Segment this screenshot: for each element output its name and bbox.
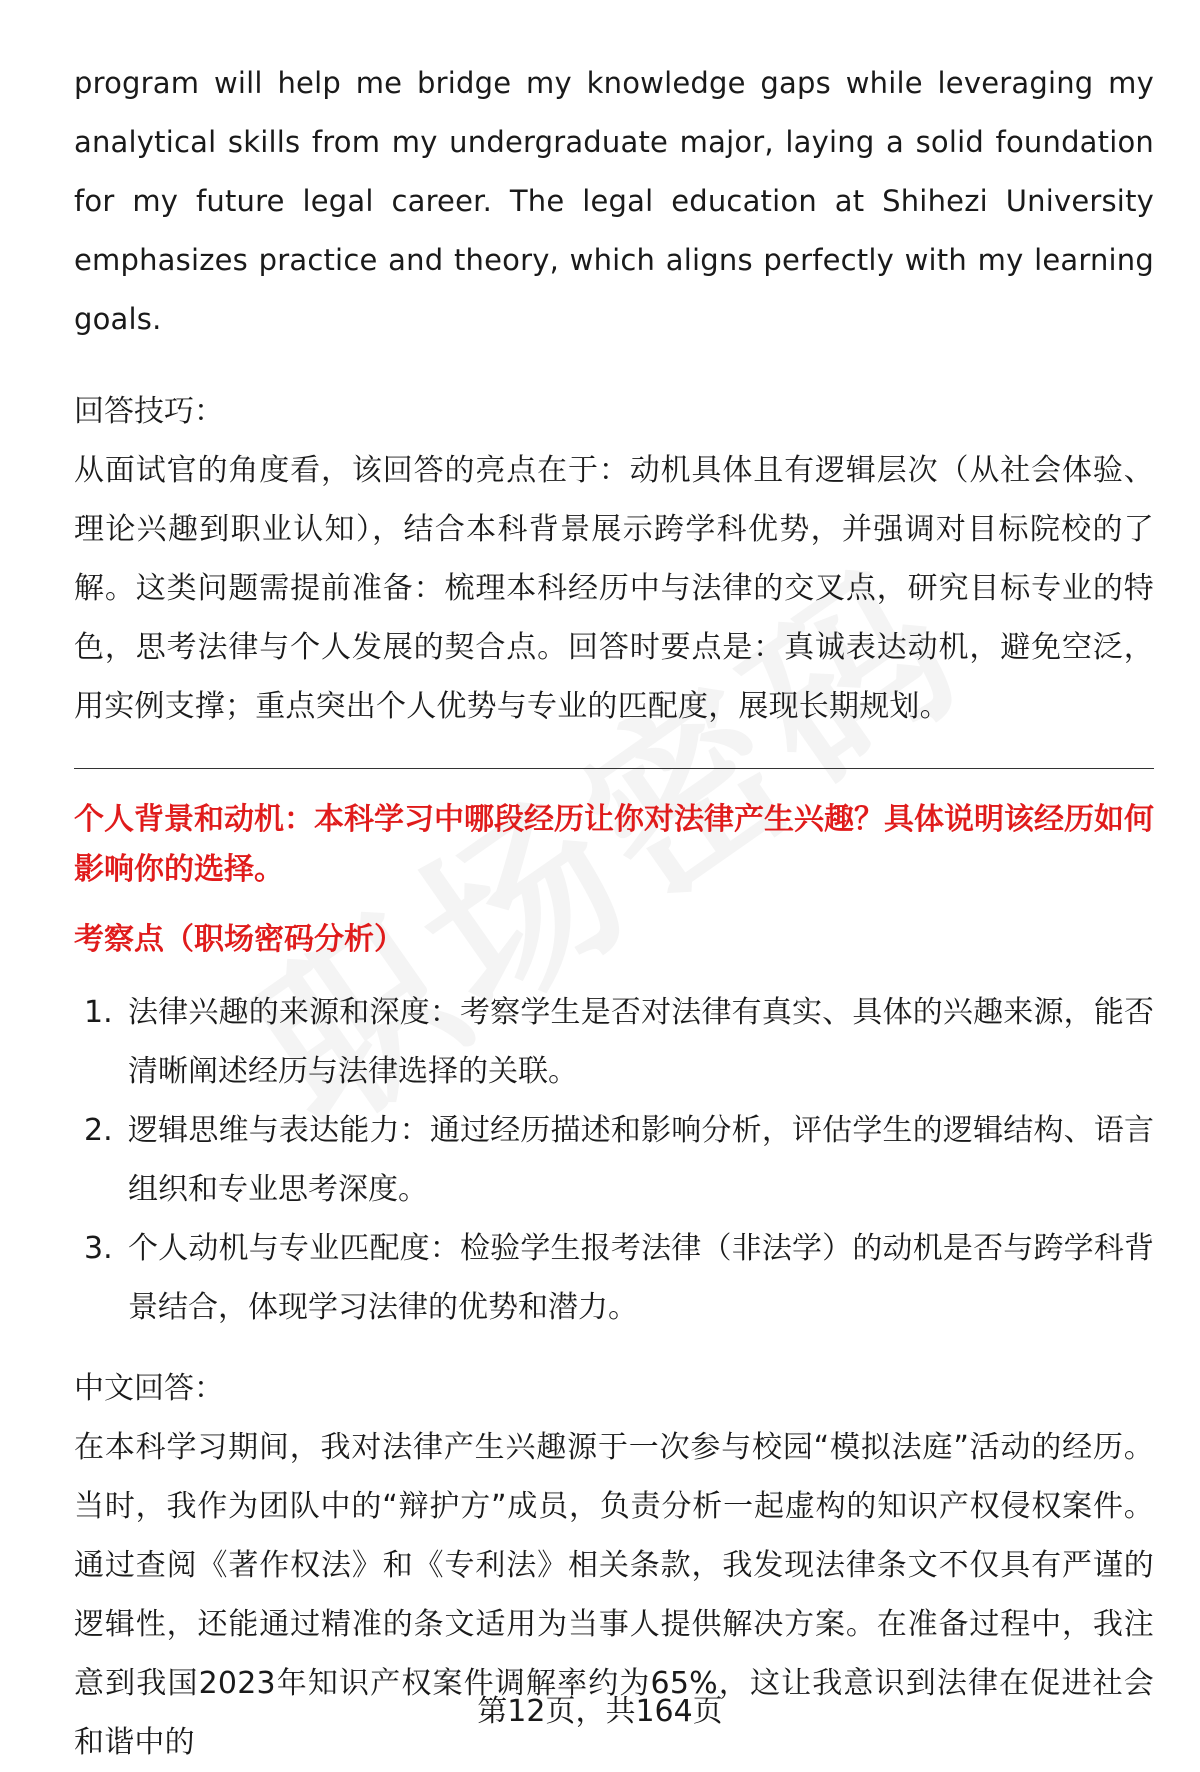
list-item-number: 2. — [84, 1113, 113, 1148]
list-item-text: 法律兴趣的来源和深度：考察学生是否对法律有真实、具体的兴趣来源，能否清晰阐述经历与法律选择的关联。 — [128, 995, 1154, 1089]
intro-paragraph: program will help me bridge my knowledge gaps while leveraging my analytical skills from my undergraduate major, laying a solid foundation for my future legal career. The legal education at Shihezi University emphasizes practice and theory, which aligns perfectly with my learning goals. — [74, 66, 1154, 336]
answer-text: 在本科学习期间，我对法律产生兴趣源于一次参与校园“模拟法庭”活动的经历。当时，我作为团队中的“辩护方”成员，负责分析一起虚构的知识产权侵权案件。通过查阅《著作权法》和《专利法》相关条款，我发现法律条文不仅具有严谨的逻辑性，还能通过精准的条文适用为当事人提供解决方案。在准备过程中，我注意到我国2023年知识产权案件调解率约为65%，这让我意识到法律在促进社会和谐中的 — [74, 1430, 1154, 1760]
list-item-text: 逻辑思维与表达能力：通过经历描述和影响分析，评估学生的逻辑结构、语言组织和专业思考深度。 — [128, 1113, 1154, 1207]
analysis-list — [74, 983, 1154, 1337]
list-item — [74, 983, 1154, 1101]
tips-label: 回答技巧： — [74, 394, 224, 429]
page-number-footer: 第12页，共164页 — [477, 1694, 723, 1729]
analysis-heading: 考察点（职场密码分析） — [74, 922, 404, 957]
list-item-number: 1. — [84, 995, 113, 1030]
document-page — [74, 54, 1154, 1772]
answer-label: 中文回答： — [74, 1371, 224, 1406]
tips-text: 从面试官的角度看，该回答的亮点在于：动机具体且有逻辑层次（从社会体验、理论兴趣到职业认知），结合本科背景展示跨学科优势，并强调对目标院校的了解。这类问题需提前准备：梳理本科经历中与法律的交叉点，研究目标专业的特色，思考法律与个人发展的契合点。回答时要点是：真诚表达动机，避免空泛，用实例支撑；重点突出个人优势与专业的匹配度，展现长期规划。 — [74, 453, 1154, 724]
list-item — [74, 1219, 1154, 1337]
list-item-text: 个人动机与专业匹配度：检验学生报考法律（非法学）的动机是否与跨学科背景结合，体现学习法律的优势和潜力。 — [128, 1231, 1154, 1325]
section-divider — [74, 768, 1154, 769]
list-item — [74, 1101, 1154, 1219]
list-item-number: 3. — [84, 1231, 113, 1266]
question-heading: 个人背景和动机：本科学习中哪段经历让你对法律产生兴趣？具体说明该经历如何影响你的选择。 — [74, 802, 1154, 887]
